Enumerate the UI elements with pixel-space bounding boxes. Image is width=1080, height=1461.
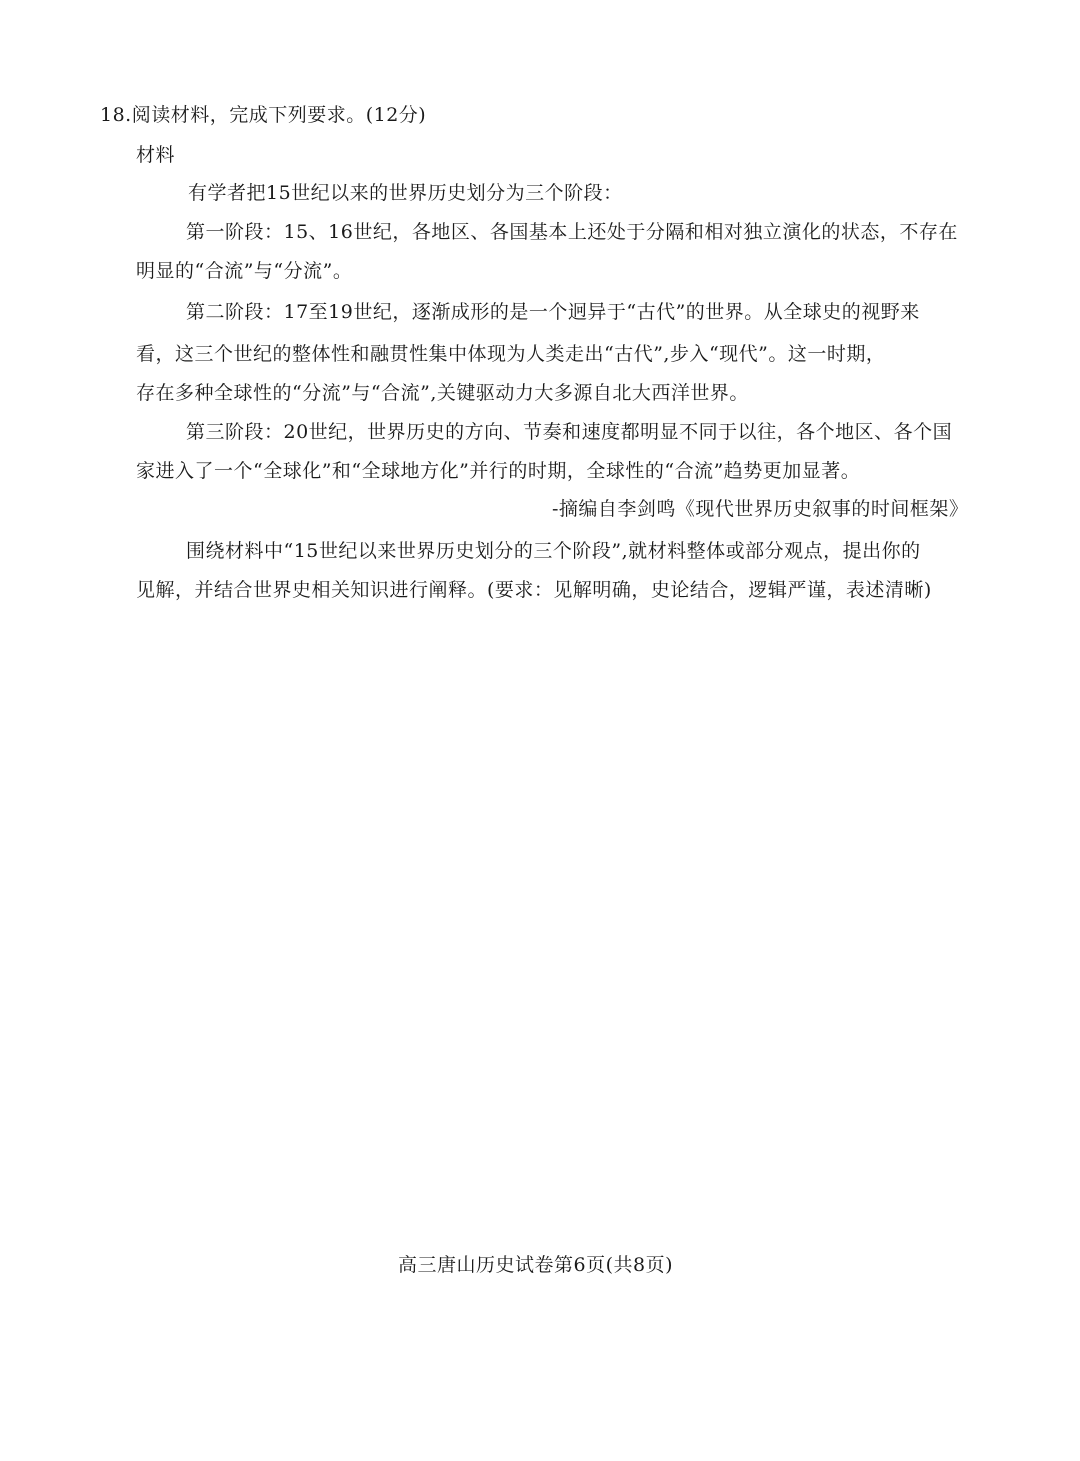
material-intro: 有学者把15世纪以来的世界历史划分为三个阶段： [188,182,623,204]
stage1-text-line1: 第一阶段：15、16世纪，各地区、各国基本上还处于分隔和相对独立演化的状态，不存在 [186,221,958,243]
task-text-line2: 见解，并结合世界史相关知识进行阐释。(要求：见解明确，史论结合，逻辑严谨，表述清晰) [136,579,932,601]
stage1-text-line2: 明显的“合流”与“分流”。 [136,260,353,282]
task-text-line1: 围绕材料中“15世纪以来世界历史划分的三个阶段”,就材料整体或部分观点，提出你的 [186,540,921,562]
stage2-text-line3: 存在多种全球性的“分流”与“合流”,关键驱动力大多源自北大西洋世界。 [136,382,749,404]
material-source: -摘编自李剑鸣《现代世界历史叙事的时间框架》 [552,498,969,520]
stage2-text-line1: 第二阶段：17至19世纪，逐渐成形的是一个迥异于“古代”的世界。从全球史的视野来 [186,301,920,323]
stage2-text-line2: 看，这三个世纪的整体性和融贯性集中体现为人类走出“古代”,步入“现代”。这一时期， [136,343,886,365]
stage3-text-line1: 第三阶段：20世纪，世界历史的方向、节奏和速度都明显不同于以往，各个地区、各个国 [186,421,953,443]
stage3-text-line2: 家进入了一个“全球化”和“全球地方化”并行的时期，全球性的“合流”趋势更加显著。 [136,460,861,482]
question-title: 18.阅读材料，完成下列要求。(12分) [100,104,427,126]
page-footer: 高三唐山历史试卷第6页(共8页) [398,1254,674,1276]
material-label: 材料 [136,144,176,166]
